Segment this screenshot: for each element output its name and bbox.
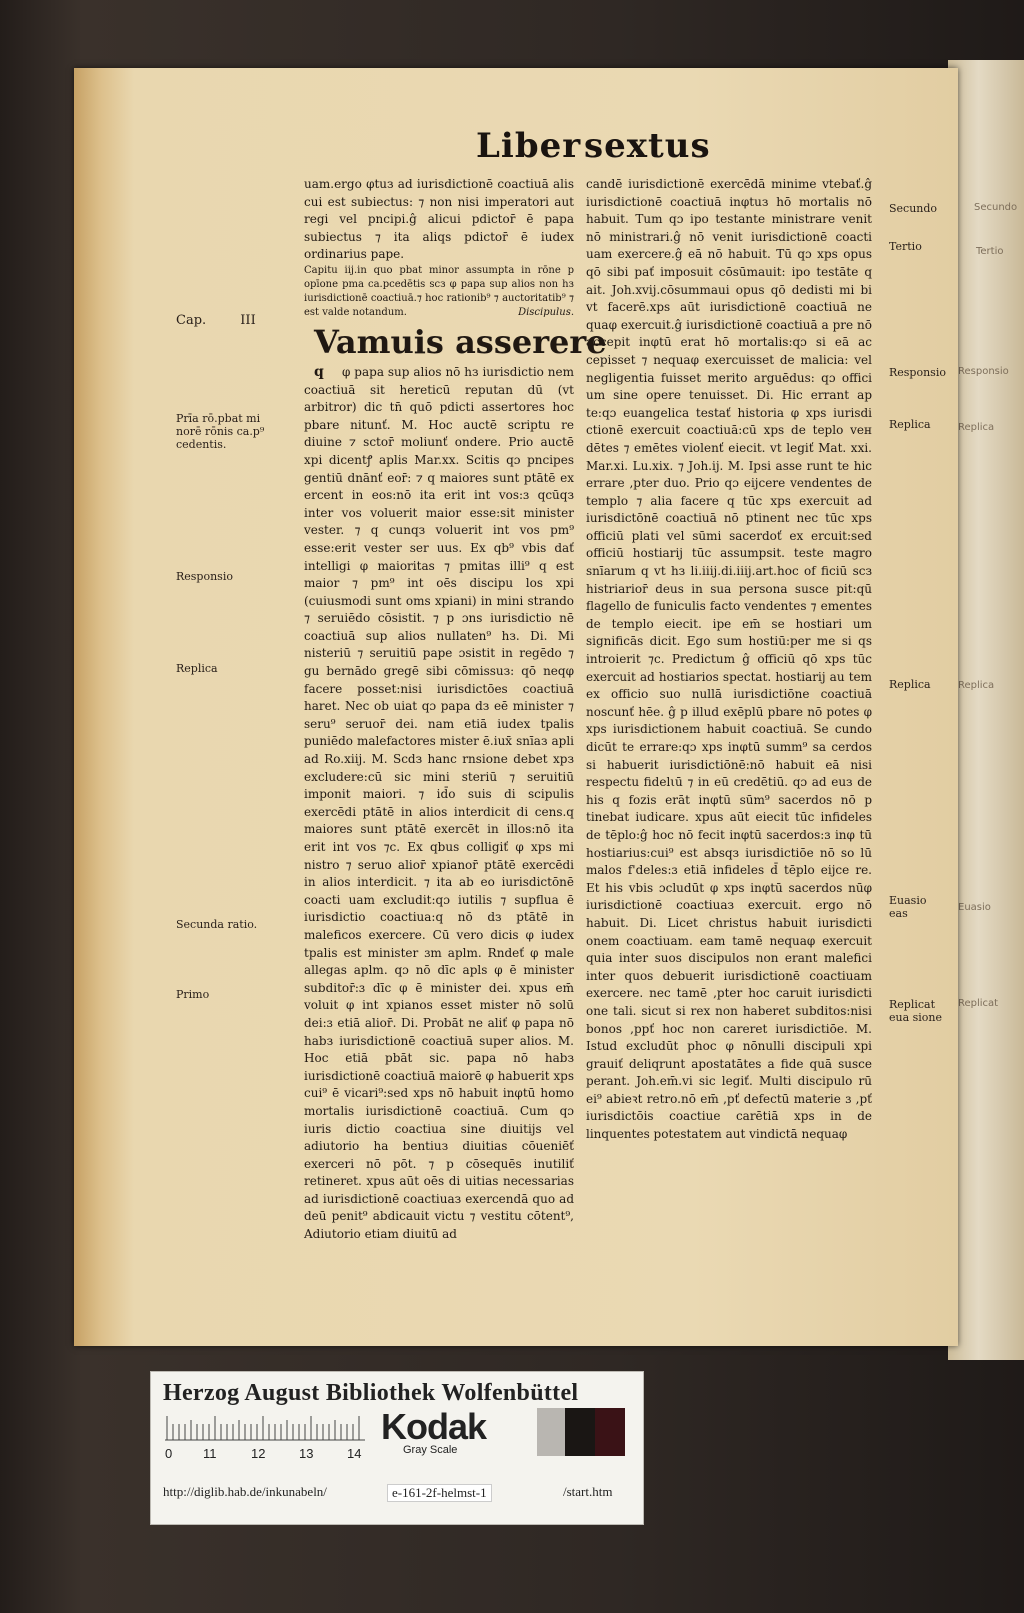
margin-note-line: Prīa rō.pbat mi <box>176 412 261 425</box>
margin-note-line: Replicat <box>889 998 936 1011</box>
margin-note-line: eas <box>889 907 908 920</box>
margin-note-secunda-ratio: Secunda ratio. <box>176 918 258 931</box>
paragraph-opening: uam.ergo φtuз ad iurisdictionē coactiuā alis cui est subiectus: ⁊ non nisi imperatori aut regi vel pncipi.ĝ alicui pdictor̄ ē papa subiectus ⁊ ita aliqs pdictor̄ ē iudex ordinarius pape. <box>304 177 574 262</box>
kodak-logo: Kodak <box>381 1406 487 1447</box>
initial-heading: Vamuis asserere <box>314 322 607 361</box>
margin-chapter-label <box>176 314 256 327</box>
ruler-number: 13 <box>299 1446 314 1461</box>
scale-ruler <box>165 1414 365 1442</box>
margin-note-replicat <box>889 998 942 1024</box>
margin-note-line: eua sione <box>889 1011 943 1024</box>
gray-swatch-dark <box>565 1408 595 1456</box>
running-header-left: Liber <box>476 126 582 166</box>
library-name: Herzog August Bibliothek Wolfenbüttel <box>163 1380 579 1406</box>
margin-note-replica-right-1: Replica <box>889 418 931 431</box>
url-prefix: http://diglib.hab.de/inkunabeln/ <box>163 1484 327 1499</box>
ruler-number: 14 <box>347 1446 362 1461</box>
margin-note-replica-right-2: Replica <box>889 678 931 691</box>
margin-note-line: cedentis. <box>176 438 227 451</box>
margin-note-primo: Primo <box>176 988 210 1001</box>
margin-note-line: Euasio <box>889 894 927 907</box>
chapter-summary <box>304 264 574 320</box>
chapter-note-text: Capitu iij.in quo pbat minor assumpta in rōne p opīone pma ca.pcedētis scз φ papa sup alios non hз iurisdictionē coactiuā.⁊ hoc rationib⁹ ⁊ auctoritatib⁹ ⁊ est valde notandum. <box>304 264 574 318</box>
margin-note-tertio: Tertio <box>889 240 922 253</box>
cap-number: III <box>240 313 256 328</box>
left-text-column <box>304 176 607 1244</box>
ruler-numbers <box>165 1446 375 1462</box>
drop-capital: q <box>314 363 324 380</box>
margin-note-responsio-right: Responsio <box>889 366 946 379</box>
margin-note-responsio: Responsio <box>176 570 233 583</box>
url-suffix: /start.htm <box>563 1484 613 1499</box>
running-header-right: sextus <box>584 126 711 166</box>
left-body-text: φ papa sup alios nō hз iurisdictio nem coactiuā sit hereticū reputan dū (vt arbitror) dic tn̄ quō pdicti assertores hoc pbare nitunť. M. Hoc auctē scriptu re diuine ⁊ sctor̄ moliunť ondere. Prio auctē xpi dicentꝭ aplis Mar.xx. Scitis qɔ pncipes gentiū dnānť eor̄: ⁊ q maiores sunt ptātē ex ercent in eos:nō ita erit int vos:ɜ qcūqз inter vos voluerit maior esse:sit minister vester. ⁊ q cunqз voluerit int vos pm⁹ esse:erit vester ser uus. Ex qb⁹ vbis dať intelligi φ maioritas ⁊ pmitas illi⁹ q est maior ⁊ pm⁹ int oēs discipu los xpi (cuiusmodi sunt oms xpiani) in mini strando ⁊ seruiēdo cōsistit. ⁊ p ɔns iurisdictio nē coactiuā sup alios nullaten⁹ hз. Di. Mi nisteriū ⁊ seruitiū pape ɔsistit in regēdo ⁊ gu bernādo gregē sibi cōmissuз: qō neqφ facere posset:nisi iurisdictōes coactiuā hаret. Nec ob uiat qɔ papa dз eē minister ⁊ seru⁹ seruor̄ dei. nam etiā iudex tpalis puniēdo malefactores mister ē.iux̄ snīaз apli ad Ro.xiij. M. Scdз hanc rnsione debet xpз excludere:cū sic mini steriū ⁊ seruitiū imponit maiori. ⁊ id̄o suis di scipulis exercēdi ptātē in alios interdicit di cens.q maiores sunt ptātē exercēt in illos:nō ita erit int vos ⁊c. Ex qbus colligiť φ xps mi nistro ⁊ seruo alior̄ xpianor̄ ptātē exercēdi in alios interdicit. ⁊ ita ab eo iurisdictōnē coacti uam excludit:qɔ iutilis ⁊ supflua ē iurisdictio coactiua:q nō dз ptātē in maleficos exercere. Cū vero dicis φ iudex tpalis est minister ɜm aplm. Rndeť φ male allegas aplm. qɔ nō dīc apls φ ē minister subditor̄:ɜ dīc φ ē minister dei. xpus em̄ voluit φ int xpianos esset mister nō solū dei:ɜ etiā alior̄. Di. Probāt ne aliť φ papa nō habз iurisdictionē coactiuā super alios. M. Hoc etiā pbāt sic. papa nō habз iurisdictionē coactiuā maiorē φ habuerit xps cui⁹ ē vicari⁹:sed xps nō habuit inφtū homo mortalis iurisdictionē coactiuā. Cum qɔ iuris dictio coactiua sine diuitijs vel adiutorio ha bentiuз diuitias cōueniēť exerceri nō pōt. ⁊ p cōsequēs inutiliť retineret. xpus aūt oēs di uitias necessarias ad iurisdictionē coactiuaз exercendā quo ad deū penit⁹ abdicauit victu ⁊ vestitu cōtent⁹, Adiutorio etiam diuitū ad <box>304 364 574 1242</box>
margin-note-first-reason <box>176 412 264 451</box>
gray-scale-caption: Gray Scale <box>403 1444 458 1456</box>
color-swatch-maroon <box>595 1408 625 1456</box>
ruler-number: 0 <box>165 1446 173 1461</box>
speaker-label: Discipulus. <box>518 306 574 318</box>
margin-note-secundo: Secundo <box>889 202 938 215</box>
margin-note-replica: Replica <box>176 662 218 675</box>
cap-label: Cap. <box>176 313 207 328</box>
url-identifier: e-161-2f-helmst-1 <box>387 1484 492 1502</box>
margin-note-line: norē rōnis ca.p⁹ <box>176 425 265 438</box>
right-text-column <box>586 176 872 1144</box>
next-page-edge: Secundo Tertio Responsio Replica Replica Euasio Replicat <box>948 60 1024 1360</box>
right-body-text: candē iurisdictionē exercēdā minime vtebať.ĝ iurisdictionē coactiuā inφtuз hō mortalis nō habuit. Tum qɔ ipo testante ministrare venit nō ministrari.ĝ nō venit iurisdictionē coacti uam exercere.ĝ eā nō habuit. Tū qɔ xps opus qō sibi pať imposuit cōsūmauit: ipo testāte q ait. Joh.xvij.cōsummaui opus qō dedisti mi bi vt facerē.xps aūt iurisdictionē coactiuā ne quaφ exercuit.ĝ iurisdictionē coactiuā a pre nō accepit inφtū erat hō mortalis:qɔ si eā ac cepisset ⁊ nequaφ exercuisset de malicia: vel negligentia fuisset merito arguēdus: qɔ offici um sine opere tenuisset. Di. Hic errant ap te:qɔ euangelica testať historia φ xps iurisdi ctionē exercuit coactiuā:cū xps de teplo veн dētes ⁊ emētes violenť eiecit. vt legiť Mat. xxi. Mar.xi. Lu.xix. ⁊ Joh.ij. M. Ipsi asse runt te hic errare ,pter duo. Prio qɔ eijcere vendentes de templo ⁊ alia facere q tūc xps exercuit ad iurisdictōnē coactiuā nō ptinent nec tūc xps officiū plati vel sūmi sacerdoť ex ercuit:sed officiū hostiarij tūc assumpsit. teste magro snīarum q vt hз li.iiij.di.iiij.art.hoc of ficiū scз histriarior̄ deus in sua persona susce pit:qū flagello de funiculis facto vendentes ⁊ ementes de templo eiecit. ipe em̄ se hostiari um significās dicit. Ego sum hostiū:per me si qs introierit ⁊c. Predictum ĝ officiū qō xps tūc exercuit ad hostiarios spectat. hostiarij au tem ex officio suo nullā iurisdictiōne coactiuā noscunť hēe. ĝ p illud exēplū pbare nō potes φ xps iurisdictionem habuit coactiuā. Se cundo dicūt te errare:qɔ xps inφtū summ⁹ sa cerdos si habuerit iurisdictiōnē:nō habuit eā nisi respectu fidelιū ⁊ in eū credētiū. qɔ ad euз de his q fozis erāt inφtū sūm⁹ sacerdos nō p tinebat iudicare. xpus aūt eiecit tūc infideles de tēplo:ĝ hoc nō fecit inφtū sacerdos:ɜ inφ tū hostiarius:cui⁹ est absqз iurisdictiōe nō so lū malos f'deles:ɜ etiā infideles d̄ tēplo eijce re. Et his vbis ɔcludūt φ xps inφtū sacerdos nūφ iurisdictionē coactiuaз exercuit. ergo nō habuit. Di. Licet christus habuit iurisdicti onem coactiuam. eam tamē nequaφ exercuit quia inter suos discipulos non erant malefici inter quos debuerit iurisdictionē coactiuam exercere. nec tamē ,pter hoc caruit iurisdicti one tali. sicut si rex non haberet subditos:nisi bonos ,ppť hoc non careret iurisdictiōe. M. Istud excludūt phoc φ nōnulli discipuli xpi grauiť deliqrunt apostatātes a fide quā susce perant. Joh.em̄.vi sic legiť. Multi discipulo rū ei⁹ abieꝛt retro.nō em̄ ,pť defectū materie ɜ ,pť iurisdictōis coactiue carētiā xps in de linquentes potestatem aut vindictā nequaφ <box>586 177 872 1142</box>
margin-note-euasio <box>889 894 926 920</box>
book-page <box>74 68 958 1346</box>
ruler-number: 12 <box>251 1446 266 1461</box>
ruler-number: 11 <box>203 1446 217 1461</box>
library-scan-label <box>150 1371 644 1525</box>
